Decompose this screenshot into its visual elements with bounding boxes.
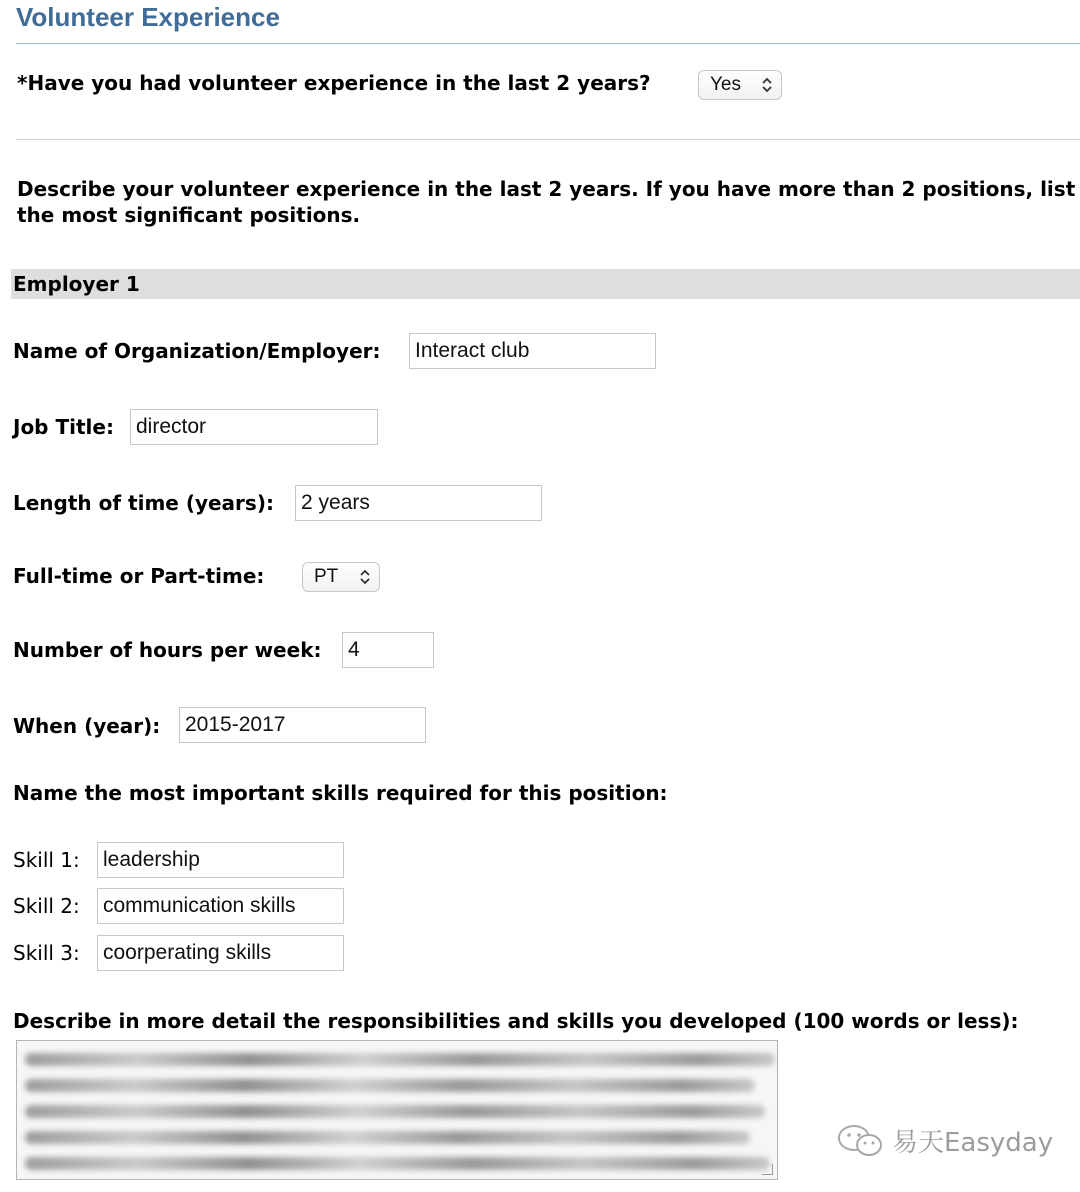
volunteer-question-value: Yes bbox=[710, 74, 741, 95]
blurred-text-line bbox=[25, 1157, 770, 1170]
watermark bbox=[836, 1122, 1053, 1159]
blurred-text-line bbox=[25, 1105, 765, 1118]
employer-band bbox=[11, 269, 1080, 299]
resize-handle-icon[interactable] bbox=[762, 1164, 773, 1175]
select-arrows-icon bbox=[761, 75, 773, 95]
blurred-text-line bbox=[25, 1053, 775, 1066]
ft-pt-value: PT bbox=[314, 566, 339, 587]
org-input[interactable] bbox=[409, 333, 656, 369]
detail-label: Describe in more detail the responsibilities and skills you developed (100 words or less): bbox=[13, 1009, 1019, 1033]
detail-textarea[interactable] bbox=[16, 1040, 778, 1180]
volunteer-question-label: *Have you had volunteer experience in the last 2 years? bbox=[17, 71, 651, 95]
length-label: Length of time (years): bbox=[13, 491, 274, 515]
skill-1-input[interactable] bbox=[97, 842, 344, 878]
hours-input[interactable] bbox=[342, 632, 434, 668]
blurred-text-line bbox=[25, 1079, 755, 1092]
when-input[interactable] bbox=[179, 707, 426, 743]
ft-pt-label: Full-time or Part-time: bbox=[13, 564, 265, 588]
skill-1-label: Skill 1: bbox=[13, 848, 80, 872]
skill-2-label: Skill 2: bbox=[13, 894, 80, 918]
title-divider bbox=[16, 43, 1080, 44]
blurred-text-line bbox=[25, 1131, 750, 1144]
skill-3-label: Skill 3: bbox=[13, 941, 80, 965]
job-title-label: Job Title: bbox=[13, 415, 114, 439]
org-label: Name of Organization/Employer: bbox=[13, 339, 381, 363]
watermark-text: 易天Easyday bbox=[892, 1128, 1054, 1158]
wechat-icon bbox=[836, 1124, 886, 1158]
skill-2-input[interactable] bbox=[97, 888, 344, 924]
volunteer-question-select[interactable] bbox=[698, 70, 782, 100]
select-arrows-icon bbox=[359, 567, 371, 587]
skills-heading: Name the most important skills required for this position: bbox=[13, 781, 668, 805]
section-title: Volunteer Experience bbox=[16, 2, 280, 32]
job-title-input[interactable] bbox=[130, 409, 378, 445]
employer-heading: Employer 1 bbox=[13, 272, 140, 296]
length-input[interactable] bbox=[295, 485, 542, 521]
ft-pt-select[interactable] bbox=[302, 562, 380, 592]
when-label: When (year): bbox=[13, 714, 161, 738]
intro-instructions: Describe your volunteer experience in the last 2 years. If you have more than 2 positions, list the most significant positions. bbox=[17, 177, 1076, 227]
section-divider bbox=[16, 139, 1080, 140]
skill-3-input[interactable] bbox=[97, 935, 344, 971]
hours-label: Number of hours per week: bbox=[13, 638, 322, 662]
